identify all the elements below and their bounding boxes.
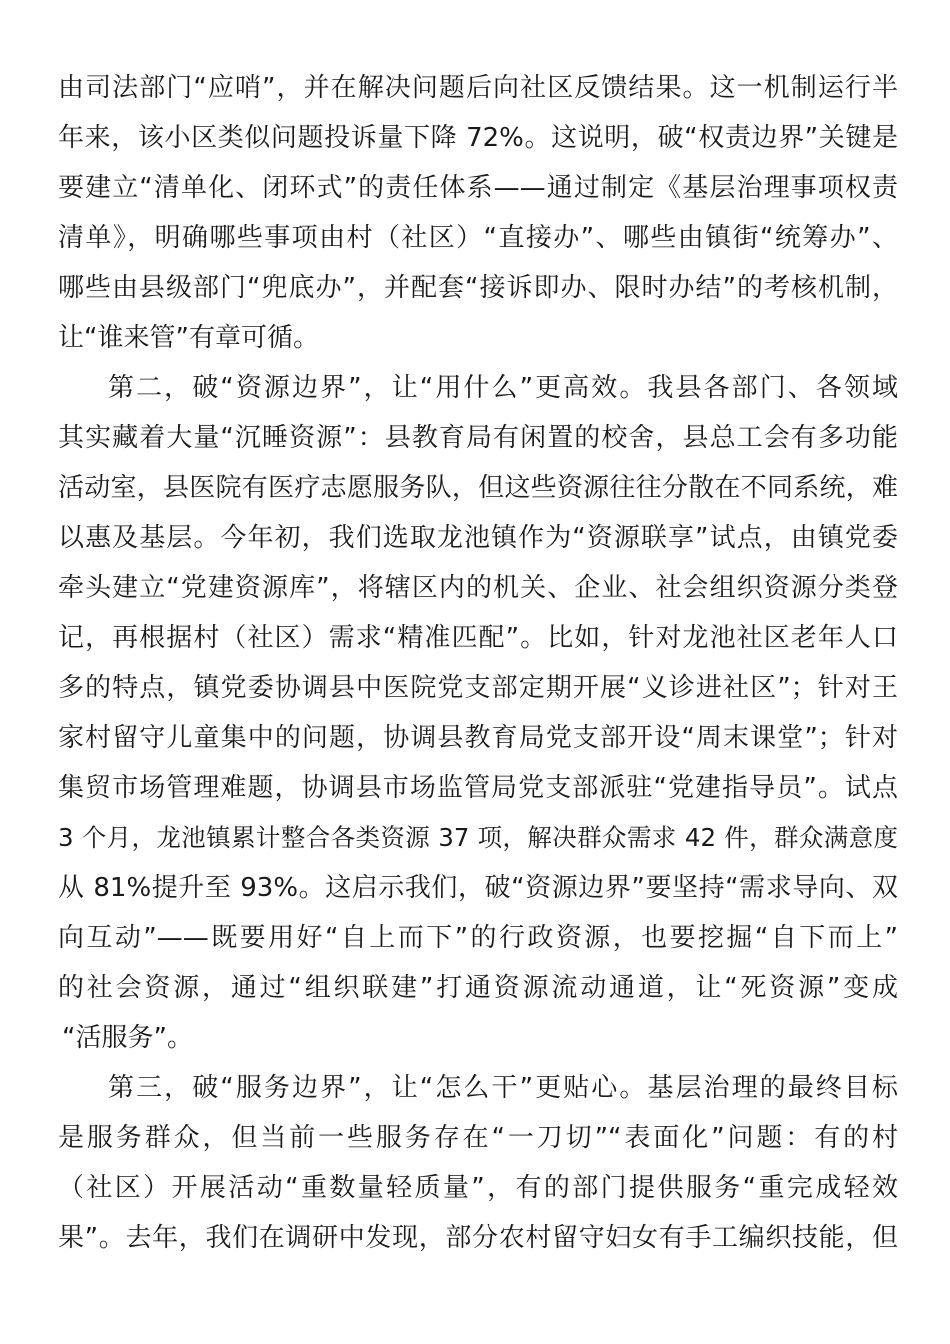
text-line-4: 清单》，明确哪些事项由村（社区）“直接办”、哪些由镇街“统筹办”、 [58,223,898,253]
paragraph-3-heading-line: 第三，破“服务边界”，让“怎么干”更贴心。基层治理的最终目标 [108,1073,898,1103]
text-line-19: 的社会资源，通过“组织联建”打通资源流动通道，让“死资源”变成 [58,973,898,1003]
text-line-9: 活动室，县医院有医疗志愿服务队，但这些资源往往分散在不同系统，难 [58,473,898,503]
text-line-8: 其实藏着大量“沉睡资源”：县教育局有闲置的校舍，县总工会有多功能 [58,423,898,453]
text-line-16: 3 个月，龙池镇累计整合各类资源 37 项，解决群众需求 42 件，群众满意度 [58,823,898,852]
text-line-10: 以惠及基层。今年初，我们选取龙池镇作为“资源联享”试点，由镇党委 [58,523,898,553]
text-line-14: 家村留守儿童集中的问题，协调县教育局党支部开设“周末课堂”；针对 [58,723,898,753]
text-line-11: 牵头建立“党建资源库”，将辖区内的机关、企业、社会组织资源分类登 [58,573,898,603]
text-line-3: 要建立“清单化、闭环式”的责任体系——通过制定《基层治理事项权责 [58,173,898,203]
text-line-2: 年来，该小区类似问题投诉量下降 72%。这说明，破“权责边界”关键是 [58,123,898,153]
text-line-15: 集贸市场管理难题，协调县市场监管局党支部派驻“党建指导员”。试点 [58,773,898,803]
text-line-12: 记，再根据村（社区）需求“精准匹配”。比如，针对龙池社区老年人口 [58,623,898,653]
text-line-24: 果”。去年，我们在调研中发现，部分农村留守妇女有手工编织技能，但 [58,1223,898,1253]
text-line-23: （社区）开展活动“重数量轻质量”，有的部门提供服务“重完成轻效 [58,1173,898,1203]
text-line-13: 多的特点，镇党委协调县中医院党支部定期开展“义诊进社区”；针对王 [58,673,898,703]
text-line-6: 让“谁来管”有章可循。 [58,323,319,353]
text-line-22: 是服务群众，但当前一些服务存在“一刀切”“表面化”问题：有的村 [58,1123,898,1153]
text-line-18: 向互动”——既要用好“自上而下”的行政资源，也要挖掘“自下而上” [58,923,898,953]
text-line-5: 哪些由县级部门“兜底办”，并配套“接诉即办、限时办结”的考核机制， [58,273,898,303]
text-line-20: “活服务”。 [62,1023,193,1053]
paragraph-2-heading-line: 第二，破“资源边界”，让“用什么”更高效。我县各部门、各领域 [108,373,898,403]
text-line-1: 由司法部门“应哨”，并在解决问题后向社区反馈结果。这一机制运行半 [58,73,898,103]
text-line-17: 从 81%提升至 93%。这启示我们，破“资源边界”要坚持“需求导向、双 [58,873,898,903]
